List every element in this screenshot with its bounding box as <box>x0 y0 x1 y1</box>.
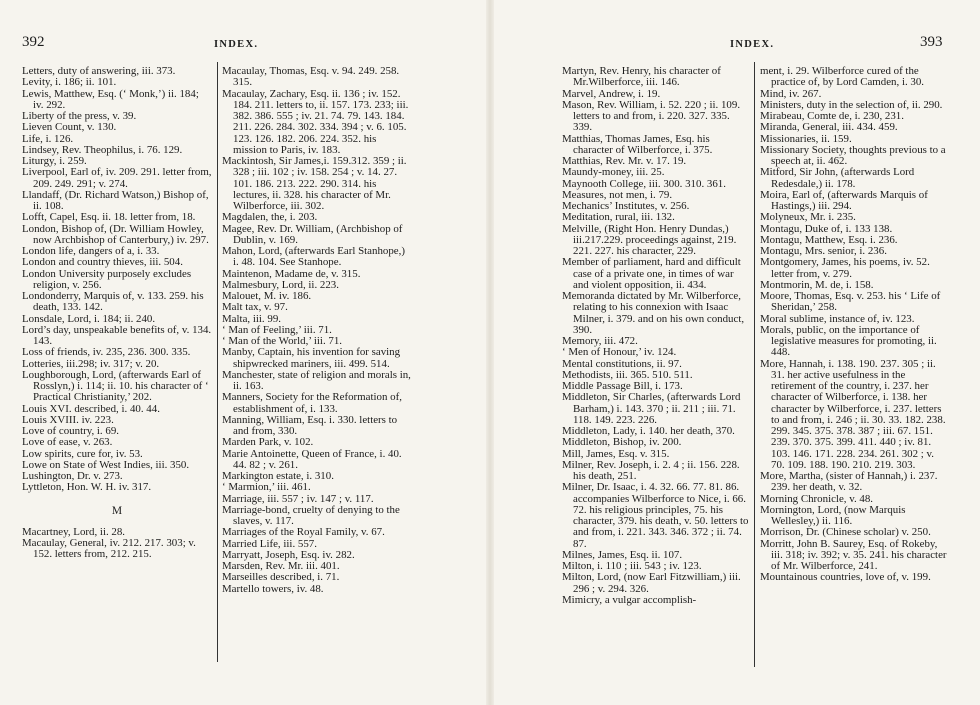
column-divider <box>217 62 218 662</box>
index-entry: Liturgy, i. 259. <box>22 155 87 167</box>
index-entry: Llandaff, (Dr. Richard Watson,) Bishop of, ii. 108. <box>22 188 209 212</box>
index-entry: More, Hannah, i. 138. 190. 237. 305 ; ii. 31. her active usefulness in the retirement of the country, i. 237. her character of Wilberforce, i. 138. her character by Wilberforce, i. 237. letters to and from, i. 246 ; ii. 30. 33. 182. 238. 299. 345. 375. 378. 387 ; iii. 67. 151. 239. 370. 375. 399. 411. 440 ; iv. 81. 103. 146. 171. 228. 234. 261. 302 ; v. 70. 109. 188. 190. 210. 219. 303. <box>760 357 946 471</box>
column-divider <box>754 62 755 667</box>
right-col2-entries <box>760 66 950 584</box>
index-entry: Mental constitutions, ii. 97. <box>562 357 682 370</box>
index-entry: London University purposely excludes religion, v. 256. <box>22 267 192 291</box>
index-entry: London life, dangers of a, i. 33. <box>22 245 160 257</box>
index-entry: Macaulay, General, iv. 212. 217. 303; v. 152. letters from, 212. 215. <box>22 537 196 561</box>
index-entry: Morning Chronicle, v. 48. <box>760 492 874 505</box>
index-entry: ‘ Man of the World,’ iii. 71. <box>222 335 343 347</box>
index-entry: Milton, Lord, (now Earl Fitzwilliam,) iii. 296 ; v. 294. 326. <box>562 571 741 595</box>
index-entry: Magee, Rev. Dr. William, (Archbishop of Dublin, v. 169. <box>222 222 403 246</box>
index-entry: Marvel, Andrew, i. 19. <box>562 87 661 100</box>
index-entry: Love of country, i. 69. <box>22 425 119 437</box>
index-entry: Marriage, iii. 557 ; iv. 147 ; v. 117. <box>222 492 374 505</box>
index-entry: Matthias, Rev. Mr. v. 17. 19. <box>562 155 687 167</box>
index-entry: Marie Antoinette, Queen of France, i. 40. 44. 82 ; v. 261. <box>222 447 402 471</box>
right-column-1 <box>562 66 750 606</box>
index-entry: Mitford, Sir John, (afterwards Lord Redesdale,) ii. 178. <box>760 166 915 190</box>
index-entry: Love of ease, v. 263. <box>22 436 113 449</box>
index-entry: Middle Passage Bill, i. 173. <box>562 380 683 392</box>
index-entry: Morrison, Dr. (Chinese scholar) v. 250. <box>760 526 931 539</box>
index-entry: Moral sublime, instance of, iv. 123. <box>760 312 915 325</box>
index-entry: Louis XVI. described, i. 40. 44. <box>22 402 160 415</box>
index-entry: Maintenon, Madame de, v. 315. <box>222 267 361 280</box>
index-entry: Lowe on State of West Indies, iii. 350. <box>22 458 190 471</box>
index-entry: Macaulay, Thomas, Esq. v. 94. 249. 258. 315. <box>222 65 400 89</box>
index-entry: Middleton, Lady, i. 140. her death, 370. <box>562 425 735 437</box>
index-entry: Life, i. 126. <box>22 132 74 145</box>
index-entry: Lewis, Matthew, Esq. (‘ Monk,’) ii. 184; iv. 292. <box>22 87 199 111</box>
index-entry: Letters, duty of answering, iii. 373. <box>22 65 176 77</box>
index-entry: Louis XVIII. iv. 223. <box>22 413 114 426</box>
index-entry: Marden Park, v. 102. <box>222 436 314 449</box>
index-entry: ment, i. 29. Wilberforce cured of the practice of, by Lord Camden, i. 30. <box>760 65 925 89</box>
index-entry: Levity, i. 186; ii. 101. <box>22 76 117 89</box>
index-entry: Macartney, Lord, ii. 28. <box>22 525 126 538</box>
left-col1-entries <box>22 66 212 494</box>
index-entry: Markington estate, i. 310. <box>222 470 334 482</box>
left-column-2 <box>222 66 412 595</box>
index-entry: Lotteries, iii.298; iv. 317; v. 20. <box>22 357 160 370</box>
index-entry: ‘ Marmion,’ iii. 461. <box>222 481 311 494</box>
index-entry: London, Bishop of, (Dr. William Howley, now Archbishop of Canterbury,) iv. 297. <box>22 222 209 246</box>
right-column-2 <box>760 66 950 584</box>
index-entry: Morals, public, on the importance of legislative measures for promoting, ii. 448. <box>760 323 937 359</box>
index-entry: Macaulay, Zachary, Esq. ii. 136 ; iv. 152. 184. 211. letters to, ii. 157. 173. 233; iii. 382. 386. 555 ; iv. 21. 74. 79. 143. 184. 211. 226. 284. 302. 334. 394 ; v. 6. 105. 123. 126. 182. 206. 224. 352. his mission to Paris, iv. 183. <box>222 87 409 156</box>
index-entry: Montgomery, James, his poems, iv. 52. letter from, v. 279. <box>760 256 930 280</box>
index-entry: Matthias, Thomas James, Esq. his character of Wilberforce, i. 375. <box>562 132 713 156</box>
index-entry: Miranda, General, iii. 434. 459. <box>760 121 898 134</box>
index-entry: ‘ Men of Honour,’ iv. 124. <box>562 346 677 359</box>
index-entry: Melville, (Right Hon. Henry Dundas,) iii.217.229. proceedings against, 219. 221. 227. his character, 229. <box>562 222 737 257</box>
index-entry: Missionary Society, thoughts previous to a speech at, ii. 462. <box>760 143 946 167</box>
index-entry: Lindsey, Rev. Theophilus, i. 76. 129. <box>22 143 183 156</box>
index-entry: Liverpool, Earl of, iv. 209. 291. letter from, 209. 249. 291; v. 274. <box>22 166 212 190</box>
index-entry: Mirabeau, Comte de, i. 230, 231. <box>760 110 904 122</box>
left-column-1 <box>22 66 212 561</box>
index-entry: Ministers, duty in the selection of, ii. 290. <box>760 98 943 111</box>
index-entry: Martyn, Rev. Henry, his character of Mr.Wilberforce, iii. 146. <box>562 65 721 89</box>
index-entry: Memoranda dictated by Mr. Wilberforce, relating to his connexion with Isaac Milner, i. 379. and on his own conduct, 390. <box>562 290 745 336</box>
index-entry: Mornington, Lord, (now Marquis Wellesley,) ii. 116. <box>760 503 906 527</box>
index-entry: Middleton, Sir Charles, (afterwards Lord Barham,) i. 143. 370 ; ii. 211 ; iii. 71. 118. 149. 223. 226. <box>562 391 741 426</box>
index-entry: Malta, iii. 99. <box>222 312 281 325</box>
index-entry: Malouet, M. iv. 186. <box>222 290 312 302</box>
index-entry: Middleton, Bishop, iv. 200. <box>562 436 682 449</box>
left-page-heading: INDEX. <box>214 39 259 50</box>
section-letter-m: M <box>111 504 123 517</box>
index-entry: Montmorin, M. de, i. 158. <box>760 278 874 291</box>
index-entry: More, Martha, (sister of Hannah,) i. 237. 239. her death, v. 32. <box>760 470 938 494</box>
left-col2-entries <box>222 66 412 595</box>
index-entry: Marriage-bond, cruelty of denying to the slaves, v. 117. <box>222 503 400 527</box>
index-entry: Mimicry, a vulgar accomplish- <box>562 593 697 606</box>
index-entry: Measures, not men, i. 79. <box>562 188 673 201</box>
index-entry: Maundy-money, iii. 25. <box>562 166 665 179</box>
right-page-number: 393 <box>920 34 943 50</box>
index-entry: Milner, Dr. Isaac, i. 4. 32. 66. 77. 81. 86. accompanies Wilberforce to Nice, i. 66. 72. his religious principles, 75. his character, 379. his death, v. 50. letters to and from, i. 221. 343. 346. 372 ; ii. 74. 87. <box>562 481 749 550</box>
right-col1-entries <box>562 66 750 606</box>
index-entry: Londonderry, Marquis of, v. 133. 259. his death, 133. 142. <box>22 290 204 314</box>
right-page <box>490 0 980 705</box>
index-entry: Maynooth College, iii. 300. 310. 361. <box>562 177 726 190</box>
index-entry: Montagu, Duke of, i. 133 138. <box>760 222 893 235</box>
index-entry: Molyneux, Mr. i. 235. <box>760 211 856 224</box>
index-entry: Marsden, Rev. Mr. iii. 401. <box>222 560 340 572</box>
index-entry: Lushington, Dr. v. 273. <box>22 470 123 482</box>
index-entry: Memory, iii. 472. <box>562 335 638 347</box>
left-col1-after-entries <box>22 527 212 561</box>
index-entry: Loughborough, Lord, (afterwards Earl of Rosslyn,) i. 114; ii. 10. his character of ‘ Practical Christianity,’ 202. <box>22 368 209 404</box>
index-entry: Mahon, Lord, (afterwards Earl Stanhope,) i. 48. 104. See Stanhope. <box>222 245 405 269</box>
index-entry: Marriages of the Royal Family, v. 67. <box>222 526 385 539</box>
index-entry: Manby, Captain, his invention for saving shipwrecked mariners, iii. 499. 514. <box>222 346 401 370</box>
index-entry: Low spirits, cure for, iv. 53. <box>22 447 143 460</box>
index-entry: Manners, Society for the Reformation of, establishment of, i. 133. <box>222 391 402 415</box>
index-entry: Montagu, Matthew, Esq. i. 236. <box>760 233 898 246</box>
index-entry: Montagu, Mrs. senior, i. 236. <box>760 245 887 257</box>
left-page-number: 392 <box>22 34 45 50</box>
index-entry: Magdalen, the, i. 203. <box>222 211 318 224</box>
index-entry: Mason, Rev. William, i. 52. 220 ; ii. 109. letters to and from, i. 220. 327. 335. 339. <box>562 98 741 134</box>
index-entry: Malmesbury, Lord, ii. 223. <box>222 278 339 291</box>
index-entry: London and country thieves, iii. 504. <box>22 256 183 269</box>
right-page-heading: INDEX. <box>730 39 775 50</box>
index-entry: Lyttleton, Hon. W. H. iv. 317. <box>22 481 152 494</box>
index-entry: ‘ Man of Feeling,’ iii. 71. <box>222 323 332 336</box>
index-entry: Lofft, Capel, Esq. ii. 18. letter from, 18. <box>22 211 196 224</box>
index-entry: Manchester, state of religion and morals in, ii. 163. <box>222 368 411 392</box>
index-entry: Moira, Earl of, (afterwards Marquis of Hastings,) iii. 294. <box>760 188 928 212</box>
index-entry: Mechanics’ Institutes, v. 256. <box>562 200 690 212</box>
index-entry: Meditation, rural, iii. 132. <box>562 211 675 224</box>
index-entry: Methodists, iii. 365. 510. 511. <box>562 368 693 381</box>
index-entry: Moore, Thomas, Esq. v. 253. his ‘ Life of Sheridan,’ 258. <box>760 290 941 314</box>
index-entry: Loss of friends, iv. 235, 236. 300. 335. <box>22 346 191 359</box>
index-entry: Lonsdale, Lord, i. 184; ii. 240. <box>22 312 156 325</box>
index-entry: Milton, i. 110 ; iii. 543 ; iv. 123. <box>562 560 702 572</box>
index-entry: Mind, iv. 267. <box>760 87 822 100</box>
index-entry: Married Life, iii. 557. <box>222 537 317 550</box>
index-entry: Mountainous countries, love of, v. 199. <box>760 571 931 584</box>
index-entry: Manning, William, Esq. i. 330. letters to and from, 330. <box>222 413 398 437</box>
index-entry: Liberty of the press, v. 39. <box>22 110 137 122</box>
index-entry: Missionaries, ii. 159. <box>760 132 852 145</box>
index-entry: Morritt, John B. Saurey, Esq. of Rokeby, iii. 318; iv. 392; v. 35. 241. his character of Mr. Wilberforce, 241. <box>760 537 947 572</box>
index-entry: Marryatt, Joseph, Esq. iv. 282. <box>222 548 355 561</box>
index-entry: Lord’s day, unspeakable benefits of, v. 134. 143. <box>22 323 212 347</box>
index-entry: Marseilles described, i. 71. <box>222 571 340 584</box>
index-entry: Lieven Count, v. 130. <box>22 121 117 134</box>
index-entry: Mill, James, Esq. v. 315. <box>562 447 670 460</box>
index-entry: Milnes, James, Esq. ii. 107. <box>562 548 683 561</box>
index-entry: Martello towers, iv. 48. <box>222 582 324 595</box>
index-entry: Milner, Rev. Joseph, i. 2. 4 ; ii. 156. 228. his death, 251. <box>562 458 740 482</box>
index-entry: Mackintosh, Sir James,i. 159.312. 359 ; ii. 328 ; iii. 102 ; iv. 158. 254 ; v. 14. 27. 101. 186. 213. 222. 290. 314. his lectures, ii. 328. his character of Mr. Wilberforce, iii. 302. <box>222 155 407 212</box>
index-entry: Malt tax, v. 97. <box>222 301 288 314</box>
index-entry: Member of parliament, hard and difficult case of a private one, in times of war and violent opposition, ii. 434. <box>562 256 741 291</box>
